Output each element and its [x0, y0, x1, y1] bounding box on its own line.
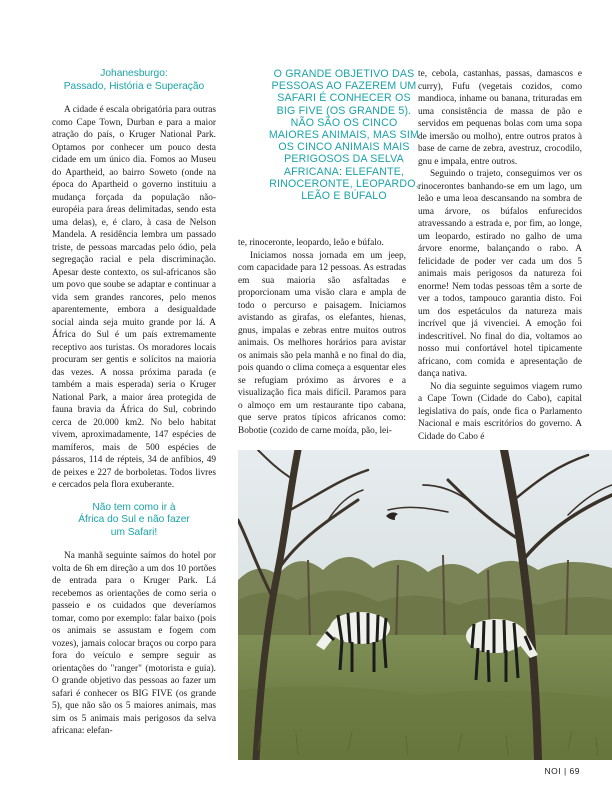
paragraph: Iniciamos nossa jornada em um jeep, com capacidade para 12 pessoas. As estradas em sua maioria são asfaltadas e proporcionam uma visão clara e ampla de todo o percurso e paisagem. Iniciamos avistando as girafas, os elefantes, hienas, gnus, impalas e zebras entre muitos outros animais. Os melhores horários para avistar os animais são pela manhã e no final do dia, pois quando o clima começa a esquentar eles se refugiam próximo as árvores e a visualização fica mais difícil. Paramos para o almoço em um restaurante tipo cabana, que serve pratos típicos africanos como: Bobotie (cozido de carne moída, pão, lei-: [238, 250, 406, 436]
left-column: [52, 68, 216, 738]
zebra-photo: [238, 450, 612, 760]
paragraph: A cidade é escala obrigatória para outras como Cape Town, Durban e para a maior atração do país, o Kruger National Park. Optamos por conhecer um pouco desta cidade em um único dia. Fomos ao Museu do Apartheid, ao bairro Soweto (onde na época do Apartheid o governo instituiu a mudança forçada da população não-européia para áreas delimitadas, sendo esta uma delas), e, é claro, à casa de Nelson Mandela. A residência lembra um passado triste, de pessoas marcadas pelo ódio, pela segregação racial e pela discriminação. Apesar deste contexto, os sul-africanos são um povo que soube se adaptar e continuar a vida sem grandes rancores, pelo menos aparentemente, embora a desigualdade social ainda seja muito grande por lá. A África do Sul é um país extremamente receptivo aos turistas. Os moradores locais procuram ser gentis e solícitos na maioria das vezes. A nossa próxima parada (e também a mais esperada) seria o Kruger National Park, a maior área protegida de fauna bravia da África do Sul, cobrindo cerca de 20.000 km2. No belo habitat vivem, aproximadamente, 147 espécies de mamíferos, mais de 500 espécies de pássaros, 114 de répteis, 34 de anfíbios, 49 de peixes e 227 de borboletas. Todos livres e cercados pela flora exuberante.: [52, 105, 216, 490]
right-column: [418, 68, 582, 443]
paragraph: Na manhã seguinte saímos do hotel por volta de 6h em direção a um dos 10 portões de entrada para o Kruger Park. Lá recebemos as orientações de como seria o passeio e os cuidados que deveríamos tomar, como por exemplo: falar baixo (pois os animais se assustam e fogem com vozes), jamais colocar braços ou corpo para fora do veículo e sempre seguir as orientações do "ranger" (motorista e guia). O grande objetivo das pessoas ao fazer um safari é conhecer os BIG FIVE (os grande 5), que não são os 5 maiores animais, mas sim os 5 animais mais perigosos da selva africana: elefan-: [52, 551, 216, 736]
subheading-line: Johanesburgo:: [100, 68, 168, 79]
subheading-line: Não tem como ir à: [92, 501, 176, 513]
paragraph: No dia seguinte seguimos viagem rumo a Cape Town (Cidade do Cabo), capital legislativa do país, onde fica o Parlamento Nacional e mais escritórios do governo. A Cidade do Cabo é: [418, 381, 582, 442]
subheading-johanesburgo: [52, 68, 216, 93]
paragraph: te, rinoceronte, leopardo, leão e búfalo.: [238, 238, 384, 248]
middle-column: [238, 237, 406, 437]
subheading-safari: [52, 502, 216, 540]
page-folio: NOI | 69: [544, 766, 580, 776]
pull-quote: O GRANDE OBJETIVO DAS PESSOAS AO FAZEREM UM SAFARI É CONHECER OS BIG FIVE (OS GRANDE 5). NÃO SÃO OS CINCO MAIORES ANIMAIS, MAS SIM OS CINCO ANIMAIS MAIS PERIGOSOS DA SELVA AFRICANA: ELEFANTE, RINOCERONTE, LEOPARDO, LEÃO E BÚFALO: [268, 68, 420, 203]
subheading-line: África do Sul e não fazer: [78, 514, 190, 525]
subheading-line: um Safari!: [110, 526, 158, 538]
paragraph: Seguindo o trajeto, conseguimos ver os rinocerontes banhando-se em um lago, um leão e uma leoa descansando na sombra de uma árvore, os búfalos enfurecidos atravessando a estrada e, por fim, ao longe, um leopardo, estirado no galho de uma árvore enorme, balançando o rabo. A felicidade de poder ver cada um dos 5 animais mais perigosos da natureza foi enorme! Nem todas pessoas têm a sorte de ver a todos, tampouco garantia disto. Foi um dos espetáculos da natureza mais incrível que já vivenciei. A emoção foi indescritível. No final do dia, voltamos ao nosso mui confortável hotel tipicamente africano, com comida e apresentação de dança nativa.: [418, 169, 582, 379]
zebra-photo-illustration: [238, 450, 612, 760]
paragraph: te, cebola, castanhas, passas, damascos e curry), Fufu (vegetais cozidos, como mandioca, inhame ou banana, trituradas em uma consistência de massa de pão e servidos em pequenas bolas com uma sopa de imersão ou molho), entre outros pratos à base de carne de zebra, avestruz, crocodilo, gnu e impala, entre outros.: [418, 69, 582, 167]
subheading-line: Passado, História e Superação: [63, 80, 205, 92]
